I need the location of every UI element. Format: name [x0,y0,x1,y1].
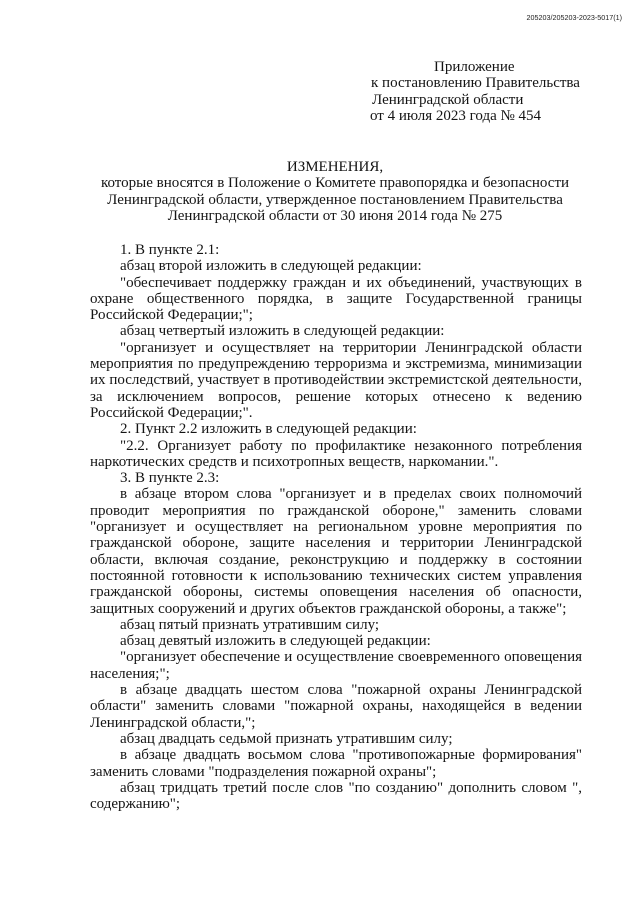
document-title [90,159,580,224]
paragraph: в абзаце двадцать восьмом слова "противопожарные формирования" заменить словами "подразделения пожарной охраны"; [90,747,582,780]
paragraph: 2. Пункт 2.2 изложить в следующей редакции: [120,421,417,438]
paragraph: абзац пятый признать утратившим силу; [120,616,380,633]
paragraph: "организует и осуществляет на территории Ленинградской области мероприятия по предупреждению терроризма и экстремизма, минимизации их последствий, участвует в противодействии экстремистской деятельности, за исключением вопросов, решение которых отнесено к ведению Российской Федерации;". [90,339,582,421]
title-line: Ленинградской области от 30 июня 2014 года № 275 [167,207,503,224]
paragraph: 1. В пункте 2.1: [120,242,220,258]
paragraph: абзац тридцать третий после слов "по созданию" дополнить словом ", содержанию"; [90,779,582,813]
document-body [90,242,582,812]
paragraph: 3. В пункте 2.3: [120,470,220,487]
appendix-line: к постановлению Правительства [371,75,580,92]
appendix-line: Приложение [434,59,515,75]
paragraph: "обеспечивает поддержку граждан и их объединений, участвующих в охране общественного порядка, в защите Государственной границы Российской Федерации;"; [90,274,582,324]
paragraph: "2.2. Организует работу по профилактике незаконного потребления наркотических средств и психотропных веществ, наркомании.". [90,437,582,470]
title-line: Ленинградской области, утвержденное постановлением Правительства [107,191,563,208]
title-line: которые вносятся в Положение о Комитете правопорядка и безопасности [100,175,570,192]
title-heading: ИЗМЕНЕНИЯ, [286,159,384,175]
appendix-line: Ленинградской области [372,91,524,108]
document-code: 205203/205203-2023-5017(1) [526,13,622,22]
paragraph: абзац девятый изложить в следующей редакции: [120,633,431,650]
paragraph: абзац двадцать седьмой признать утратившим силу; [120,730,453,747]
paragraph: в абзаце втором слова "организует и в пределах своих полномочий проводит мероприятия по гражданской обороне," заменить словами "организует и осуществляет на региональном уровне мероприятия по гражданской обороне, защите населения и территории Ленинградской области, включая создание, реконструкцию и поддержку в состоянии постоянной готовности к использованию технических систем управления гражданской обороны, системы оповещения населения об опасности, защитных сооружений и других объектов гражданской обороны, а также"; [90,486,582,617]
paragraph: в абзаце двадцать шестом слова "пожарной охраны Ленинградской области" заменить словами "пожарной охраны, находящейся в ведении Ленинградской области,"; [90,682,582,731]
paragraph: абзац второй изложить в следующей редакции: [120,258,422,275]
paragraph: абзац четвертый изложить в следующей редакции: [120,323,445,340]
appendix-line: от 4 июля 2023 года № 454 [370,107,542,124]
appendix-block [370,59,580,124]
paragraph: "организует обеспечение и осуществление своевременного оповещения населения;"; [90,649,582,682]
